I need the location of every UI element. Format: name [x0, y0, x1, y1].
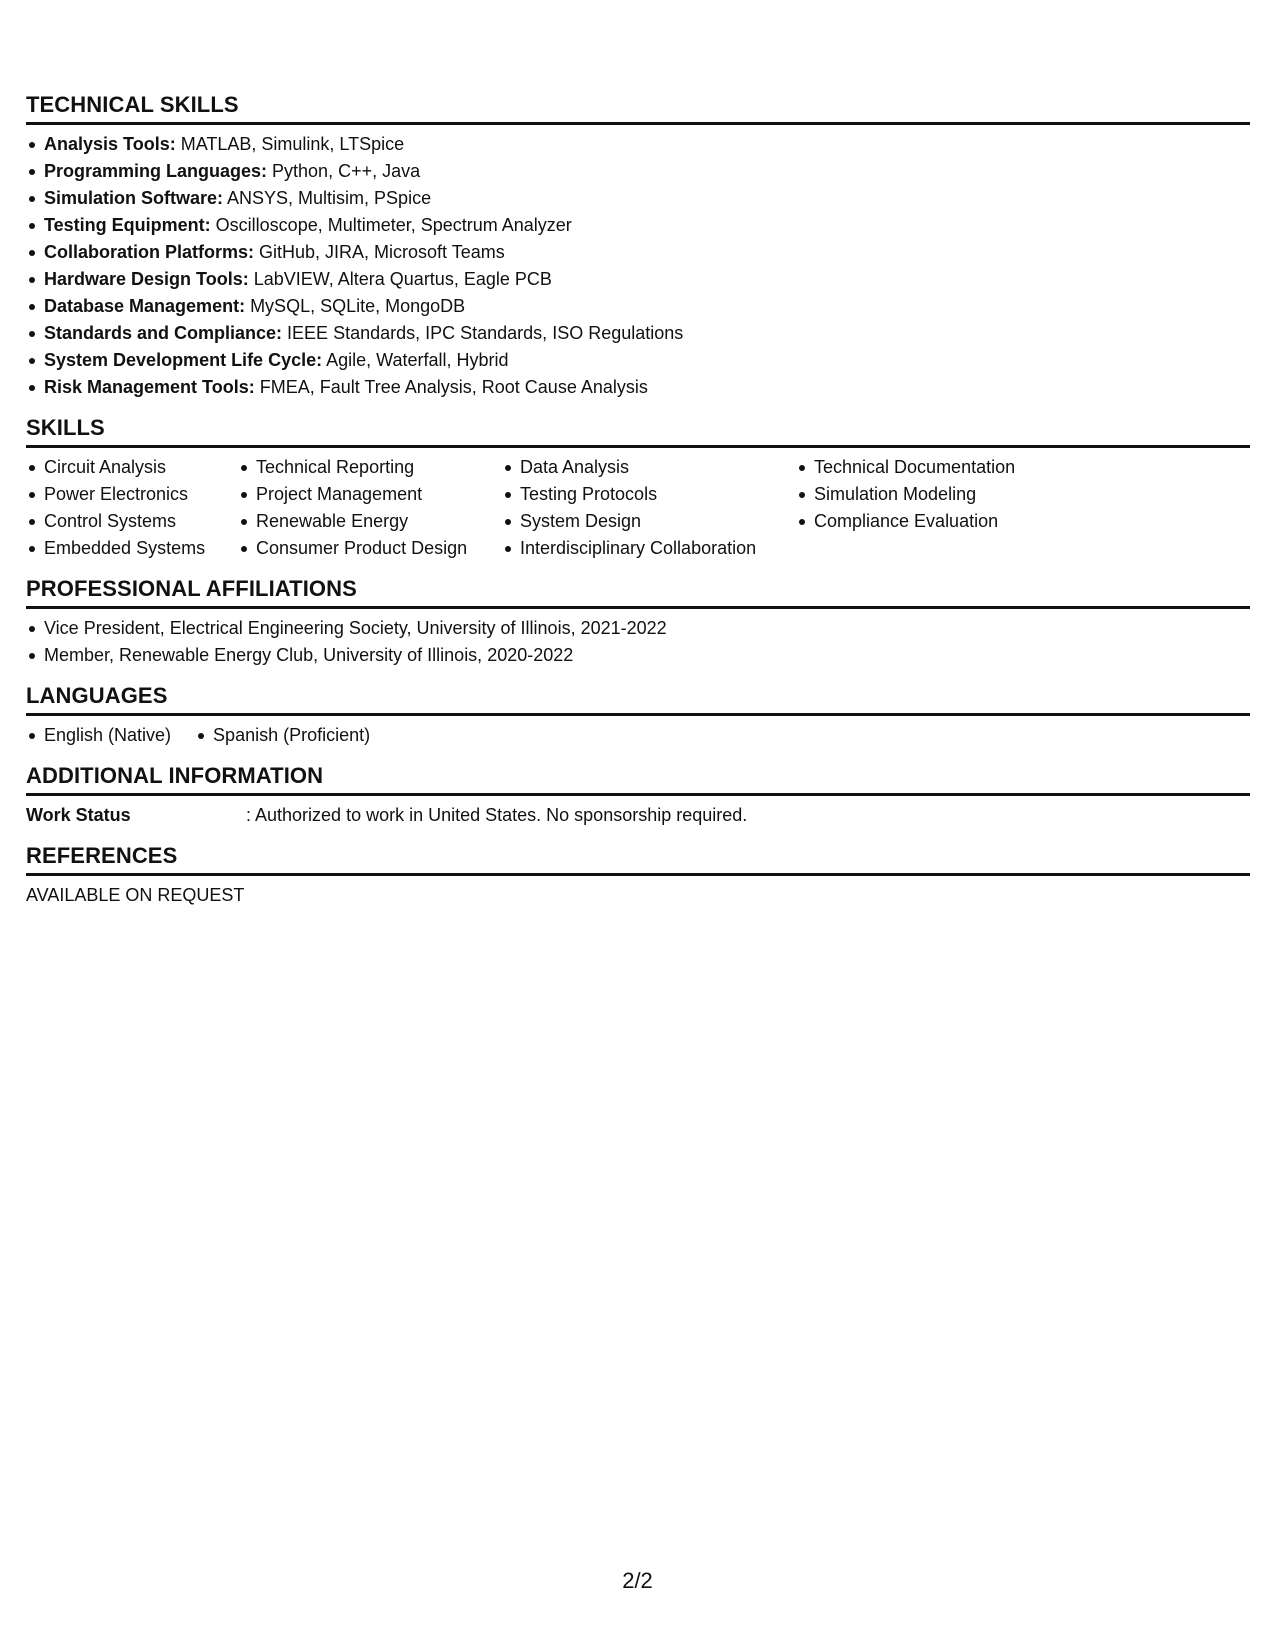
work-status-label: Work Status — [26, 805, 131, 825]
list-item: Control Systems — [26, 508, 216, 535]
resume-page — [26, 92, 1250, 923]
skills-column — [796, 454, 1015, 562]
work-status-value: : Authorized to work in United States. No sponsorship required. — [246, 805, 748, 825]
skill-category-value: Python, C++, Java — [267, 161, 421, 181]
list-item: System Design — [502, 508, 774, 535]
list-item — [26, 239, 1250, 266]
list-item: Technical Documentation — [796, 454, 1015, 481]
list-item: Renewable Energy — [238, 508, 480, 535]
skill-category-value: IEEE Standards, IPC Standards, ISO Regulations — [282, 323, 684, 343]
languages-section — [26, 683, 1250, 749]
skill-category-label: Risk Management Tools: — [44, 377, 255, 397]
list-item: Technical Reporting — [238, 454, 480, 481]
list-item: Circuit Analysis — [26, 454, 216, 481]
section-heading: LANGUAGES — [26, 683, 1250, 716]
section-heading: PROFESSIONAL AFFILIATIONS — [26, 576, 1250, 609]
references-text: AVAILABLE ON REQUEST — [26, 885, 245, 905]
list-item — [26, 158, 1250, 185]
list-item: Vice President, Electrical Engineering Society, University of Illinois, 2021-2022 — [26, 615, 1250, 642]
affiliations-list — [26, 615, 1250, 669]
affiliations-section — [26, 576, 1250, 669]
list-item: Member, Renewable Energy Club, University of Illinois, 2020-2022 — [26, 642, 1250, 669]
list-item — [26, 320, 1250, 347]
work-status-row — [26, 802, 1250, 829]
skill-category-value: MATLAB, Simulink, LTSpice — [175, 134, 405, 154]
technical-skills-list — [26, 131, 1250, 401]
list-item: Compliance Evaluation — [796, 508, 1015, 535]
list-item: Consumer Product Design — [238, 535, 480, 562]
skill-category-label: Standards and Compliance: — [44, 323, 283, 343]
references-section — [26, 843, 1250, 909]
skill-category-value: GitHub, JIRA, Microsoft Teams — [254, 242, 505, 262]
skill-category-value: FMEA, Fault Tree Analysis, Root Cause Analysis — [254, 377, 648, 397]
list-item — [26, 293, 1250, 320]
additional-info-section — [26, 763, 1250, 829]
skill-category-value: Oscilloscope, Multimeter, Spectrum Analyzer — [210, 215, 572, 235]
section-heading: REFERENCES — [26, 843, 1250, 876]
skill-category-label: Hardware Design Tools: — [44, 269, 249, 289]
skills-column — [238, 454, 480, 562]
skill-category-label: Testing Equipment: — [44, 215, 211, 235]
skill-category-value: MySQL, SQLite, MongoDB — [245, 296, 466, 316]
list-item: Interdisciplinary Collaboration — [502, 535, 774, 562]
skill-category-value: ANSYS, Multisim, PSpice — [223, 188, 432, 208]
languages-list — [26, 722, 1250, 749]
list-item: Simulation Modeling — [796, 481, 1015, 508]
skill-category-label: Simulation Software: — [44, 188, 224, 208]
technical-skills-section — [26, 92, 1250, 401]
skills-grid — [26, 454, 1250, 562]
skill-category-label: Programming Languages: — [44, 161, 268, 181]
skill-category-label: Collaboration Platforms: — [44, 242, 255, 262]
list-item: Power Electronics — [26, 481, 216, 508]
list-item — [26, 347, 1250, 374]
skill-category-label: Database Management: — [44, 296, 246, 316]
section-heading: ADDITIONAL INFORMATION — [26, 763, 1250, 796]
skills-section — [26, 415, 1250, 562]
list-item: Project Management — [238, 481, 480, 508]
skill-category-label: System Development Life Cycle: — [44, 350, 323, 370]
list-item — [26, 212, 1250, 239]
section-heading: TECHNICAL SKILLS — [26, 92, 1250, 125]
list-item: Data Analysis — [502, 454, 774, 481]
list-item — [26, 374, 1250, 401]
skill-category-label: Analysis Tools: — [44, 134, 176, 154]
skill-category-value: LabVIEW, Altera Quartus, Eagle PCB — [248, 269, 552, 289]
list-item: English (Native) — [26, 722, 171, 749]
list-item: Testing Protocols — [502, 481, 774, 508]
skill-category-value: Agile, Waterfall, Hybrid — [322, 350, 509, 370]
list-item — [26, 185, 1250, 212]
skills-column — [26, 454, 216, 562]
list-item: Embedded Systems — [26, 535, 216, 562]
list-item — [26, 131, 1250, 158]
skills-column — [502, 454, 774, 562]
page-number: 2/2 — [622, 1568, 653, 1593]
list-item: Spanish (Proficient) — [195, 722, 370, 749]
list-item — [26, 266, 1250, 293]
section-heading: SKILLS — [26, 415, 1250, 448]
